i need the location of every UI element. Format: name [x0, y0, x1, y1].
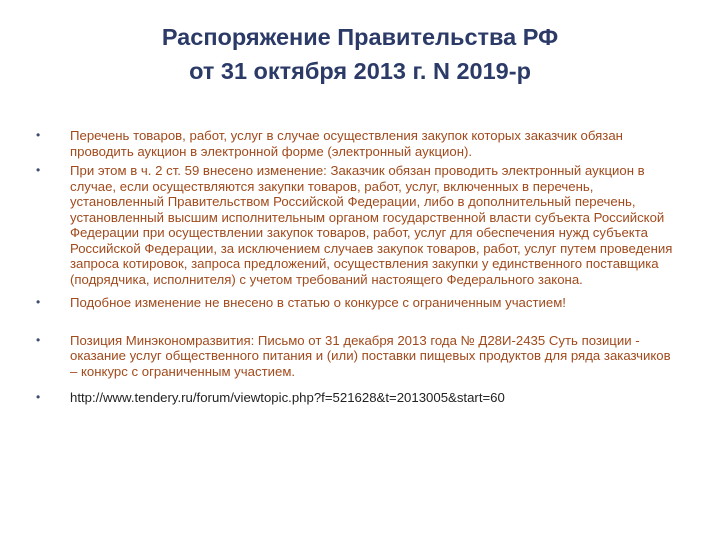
bullet-text-highlight: за исключением случаев закупок товаров, работ, услуг путем проведения запроса котировок, запроса предложений, осуществления закупки у единственного поставщика (подрядчика, исполнителя) с учетом требований настоящего Федерального закона.: [70, 240, 673, 287]
title-line-1: Распоряжение Правительства РФ: [161, 24, 559, 50]
bullet-item-list-of-goods: [30, 128, 680, 159]
bullet-item-no-change: [30, 295, 680, 311]
slide-title: [0, 20, 720, 88]
bullet-dot-icon: •: [36, 128, 41, 142]
bullet-item-source-link: [30, 390, 680, 406]
bullet-text: При этом в ч. 2 ст. 59 внесено изменение: Заказчик обязан проводить электронный аукцион в случае, если осуществляются закупки товаров, работ, услуг, включенных в перечень, установленный Правительством Российской Федерации, либо в дополнительный перечень, установленный высшим исполнительным органом государственной власти субъекта Российской Федерации при осуществлении закупок товаров, работ, услуг для обеспечения нужд субъекта Российской Федерации,: [70, 163, 665, 256]
bullet-dot-icon: •: [36, 390, 41, 404]
bullet-text: Перечень товаров, работ, услуг в случае осуществления закупок которых заказчик обязан проводить аукцион в электронной форме (электронный аукцион).: [70, 128, 623, 159]
bullet-text: Позиция Минэкономразвития: Письмо от 31 декабря 2013 года № Д28И-2435 Суть позиции - оказание услуг общественного питания и (или) поставки пищевых продуктов для ряда заказчиков – конкурс с ограниченным участием.: [70, 332, 671, 379]
title-line-2: от 31 октября 2013 г. N 2019-р: [189, 58, 531, 84]
bullet-text: Подобное изменение не внесено в статью о конкурсе с ограниченным участием!: [70, 295, 566, 310]
source-link[interactable]: http://www.tendery.ru/forum/viewtopic.php?f=521628&t=2013005&start=60: [70, 390, 505, 405]
bullet-item-amendment: [30, 163, 680, 287]
bullet-item-ministry-position: [30, 333, 680, 380]
bullet-dot-icon: •: [36, 295, 41, 309]
bullet-dot-icon: •: [36, 332, 41, 347]
bullet-list: [30, 128, 680, 406]
bullet-dot-icon: •: [36, 163, 41, 177]
